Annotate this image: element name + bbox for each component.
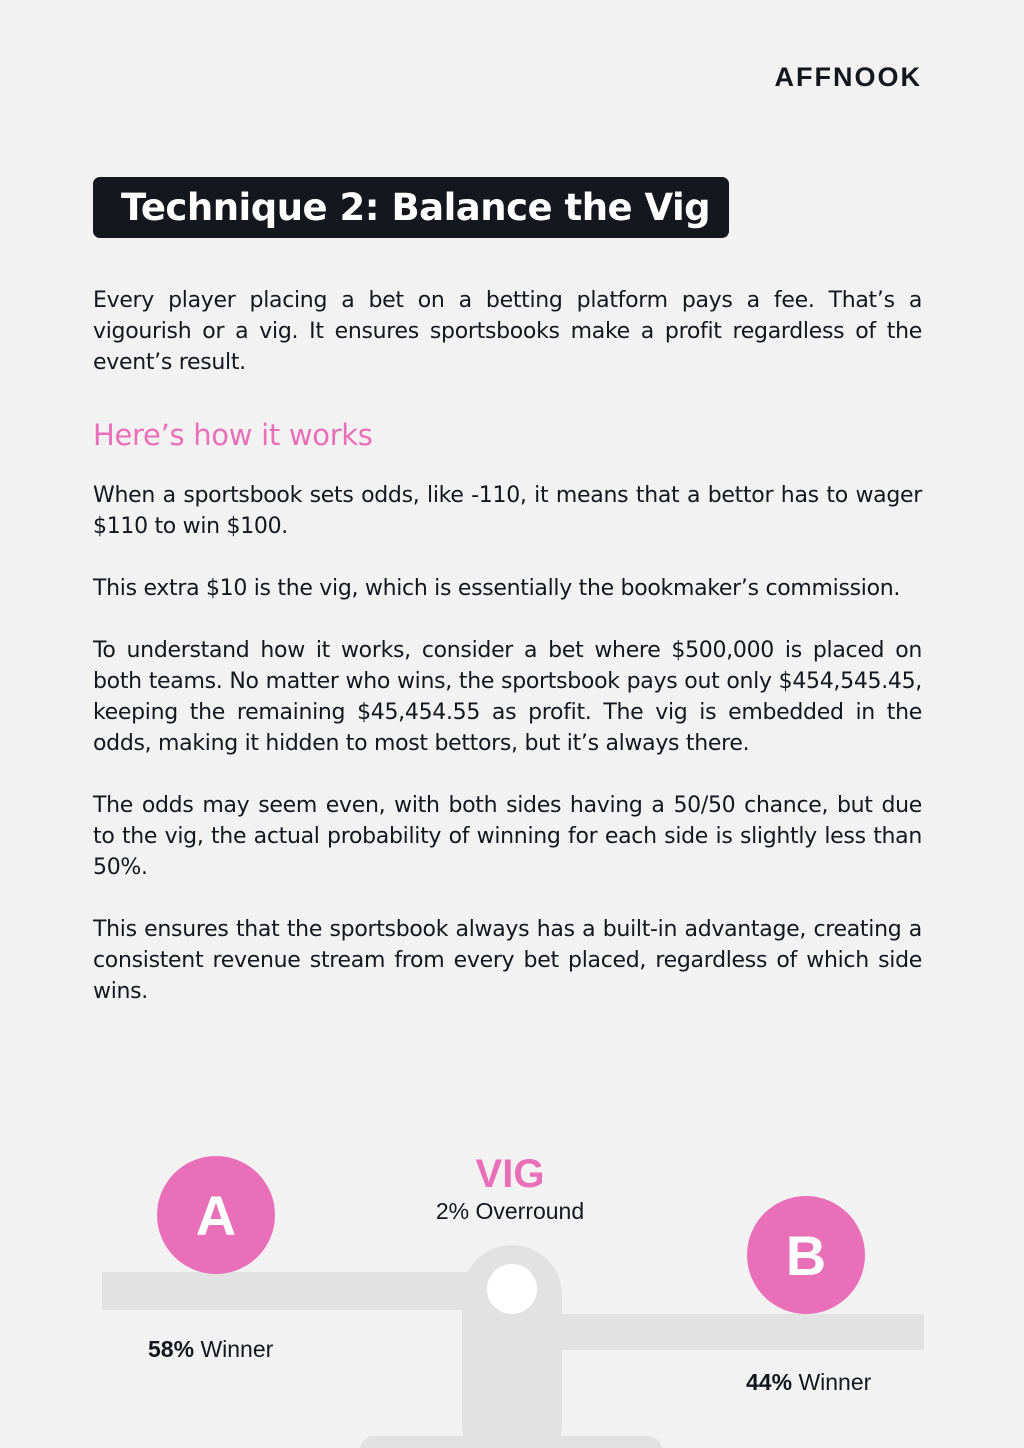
- section-heading: Here’s how it works: [93, 418, 373, 452]
- vig-balance-illustration: [0, 1130, 1024, 1448]
- side-a-pct: 58%: [148, 1336, 195, 1362]
- pivot-circle: [487, 1264, 537, 1314]
- side-b-pct: 44%: [746, 1369, 793, 1395]
- paragraph-vig: This extra $10 is the vig, which is essentially the bookmaker’s commission.: [93, 576, 901, 601]
- beam-left: [102, 1272, 482, 1310]
- side-a-winner-label: [148, 1336, 273, 1363]
- paragraph-advantage: This ensures that the sportsbook always has a built-in advantage, creating a consistent revenue stream from every bet placed, regardless of which side wins.: [93, 917, 922, 1004]
- beam-right: [540, 1314, 924, 1350]
- side-b-winner-label: [746, 1369, 871, 1396]
- paragraph-example: To understand how it works, consider a bet where $500,000 is placed on both teams. No matter who wins, the sportsbook pays out only $454,545.45, keeping the remaining $45,454.55 as profit. The vig is embedded in the odds, making it hidden to most bettors, but it’s always there.: [93, 638, 922, 756]
- vig-label: VIG: [475, 1152, 545, 1196]
- paragraph-odds: When a sportsbook sets odds, like -110, it means that a bettor has to wager $110 to win $100.: [93, 483, 922, 539]
- side-a-winner-text: Winner: [200, 1336, 274, 1362]
- side-b-letter: B: [785, 1223, 827, 1287]
- page-title: Technique 2: Balance the Vig: [121, 186, 711, 229]
- overround-label: 2% Overround: [435, 1198, 585, 1224]
- article-body: [93, 285, 922, 1038]
- affnook-logo: AFFNOOK: [774, 62, 922, 92]
- side-b-winner-text: Winner: [798, 1369, 872, 1395]
- paragraph-probability: The odds may seem even, with both sides having a 50/50 chance, but due to the vig, the actual probability of winning for each side is slightly less than 50%.: [93, 793, 922, 880]
- intro-paragraph: Every player placing a bet on a betting platform pays a fee. That’s a vigourish or a vig. It ensures sportsbooks make a profit regardless of the event’s result.: [93, 288, 922, 375]
- side-a-letter: A: [195, 1183, 237, 1247]
- title-banner: [93, 177, 729, 238]
